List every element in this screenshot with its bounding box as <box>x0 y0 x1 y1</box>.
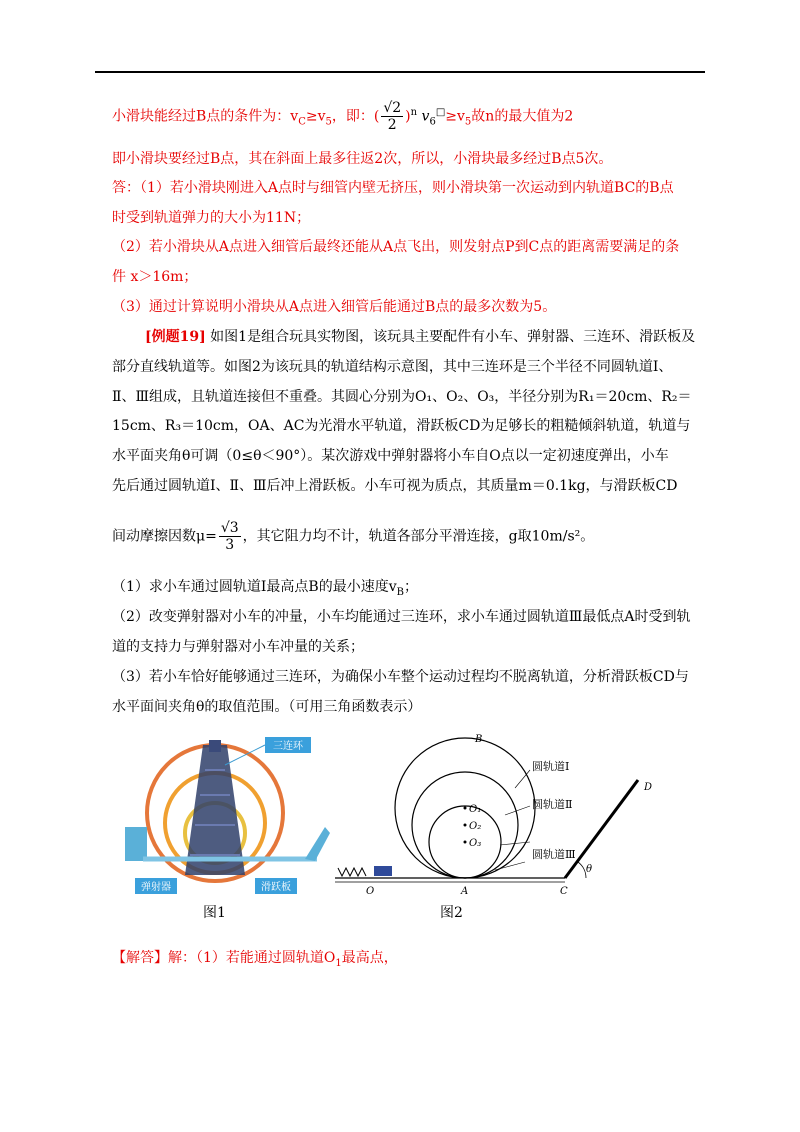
label-O1: O₁ <box>469 804 482 815</box>
text-line: 件 x＞16m； <box>112 269 198 285</box>
label-C: C <box>560 886 568 897</box>
solution-line: 【解答】解：（1）若能通过圆轨道$O_1$最高点， <box>112 950 398 969</box>
label-A: A <box>461 886 469 897</box>
launcher-device <box>125 827 147 861</box>
example-tag: [例题19] <box>145 329 206 345</box>
text-line: 水平面夹角θ可调（0≤θ＜90°）。某次游戏中弹射器将小车自O点以一定初速度弹出，小车 <box>112 448 669 464</box>
spring <box>338 868 366 876</box>
example-heading: [例题19] 如图1是组合玩具实物图，该玩具主要配件有小车、弹射器、三连环、滑跃板及 <box>145 329 696 345</box>
text-line: 部分直线轨道等。如图2为该玩具的轨道结构示意图，其中三连环是三个半径不同圆轨道Ⅰ、 <box>112 359 673 375</box>
launcher-label: 弹射器 <box>141 882 171 893</box>
label-B: B <box>475 734 483 745</box>
question-1: （1）求小车通过圆轨道Ⅰ最高点B的最小速度$v_B$； <box>112 579 418 598</box>
question-2: （2）改变弹射器对小车的冲量，小车均能通过三连环，求小车通过圆轨道Ⅲ最低点A时受到轨 <box>112 609 691 625</box>
text-line: （2）若小滑块从A点进入细管后最终还能从A点飞出，则发射点P到C点的距离需要满足的条 <box>112 239 680 255</box>
label-O2: O₂ <box>469 821 482 832</box>
label-track1: 圆轨道Ⅰ <box>532 760 570 773</box>
toy-car <box>374 866 392 876</box>
figure1-caption: 图1 <box>203 905 226 921</box>
header-rule <box>95 71 705 73</box>
label-D: D <box>644 782 653 793</box>
text-line: Ⅱ、Ⅲ组成，且轨道连接但不重叠。其圆心分别为O₁、O₂、O₃，半径分别为R₁＝20cm、R₂＝ <box>112 389 692 405</box>
answer-line: 答：（1）若小滑块刚进入A点时与细管内壁无挤压，则小滑块第一次运动到内轨道BC的B点 <box>112 180 674 196</box>
text-line: 道的支持力与弹射器对小车冲量的关系； <box>112 639 364 655</box>
label-track2: 圆轨道Ⅱ <box>532 798 573 811</box>
label-theta: θ <box>586 864 593 875</box>
track-schematic-figure <box>330 730 690 900</box>
text-line: 水平面间夹角θ的取值范围。（可用三角函数表示） <box>112 699 422 715</box>
ring-label: 三连环 <box>273 741 303 752</box>
friction-line: 间动摩擦因数μ= $\frac{√3}{3}$ ，其它阻力均不计，轨道各部分平滑连接，g取10m/s²。 <box>112 520 595 553</box>
condition-line: 小滑块能经过B点的条件为：$v_C\ge v_5$，即：( $\frac{√2}{2}$ )$^n$ $v_6^□\ge v_5$故n的最大值为2 <box>112 100 574 133</box>
question-3: （3）若小车恰好能够通过三连环，为确保小车整个运动过程均不脱离轨道，分析滑跃板CD与 <box>112 669 689 685</box>
sqrt3-fraction: $\frac{√3}{3}$ <box>220 520 239 553</box>
text-line: 即小滑块要经过B点，其在斜面上最多往返2次，所以，小滑块最多经过B点5次。 <box>112 151 613 167</box>
text-line: 15cm、R₃＝10cm，OA、AC为光滑水平轨道，滑跃板CD为足够长的粗糙倾斜轨道，轨道与 <box>112 418 691 434</box>
sqrt2-fraction: $\frac{√2}{2}$ <box>383 100 402 133</box>
text-line: （3）通过计算说明小滑块从A点进入细管后能通过B点的最多次数为5。 <box>112 299 557 315</box>
text-line: 时受到轨道弹力的大小为11N； <box>112 210 311 226</box>
ramp-label: 滑跃板 <box>261 882 291 893</box>
ramp-board <box>565 780 638 878</box>
text-line: 先后通过圆轨道Ⅰ、Ⅱ、Ⅲ后冲上滑跃板。小车可视为质点，其质量m＝0.1kg，与滑跃板CD <box>112 478 678 494</box>
label-O: O <box>366 886 375 897</box>
toy-photo-figure <box>125 735 335 895</box>
solution-tag: 【解答】 <box>112 950 168 966</box>
figure2-caption: 图2 <box>440 905 463 921</box>
label-track3: 圆轨道Ⅲ <box>532 848 576 861</box>
label-O3: O₃ <box>469 838 482 849</box>
